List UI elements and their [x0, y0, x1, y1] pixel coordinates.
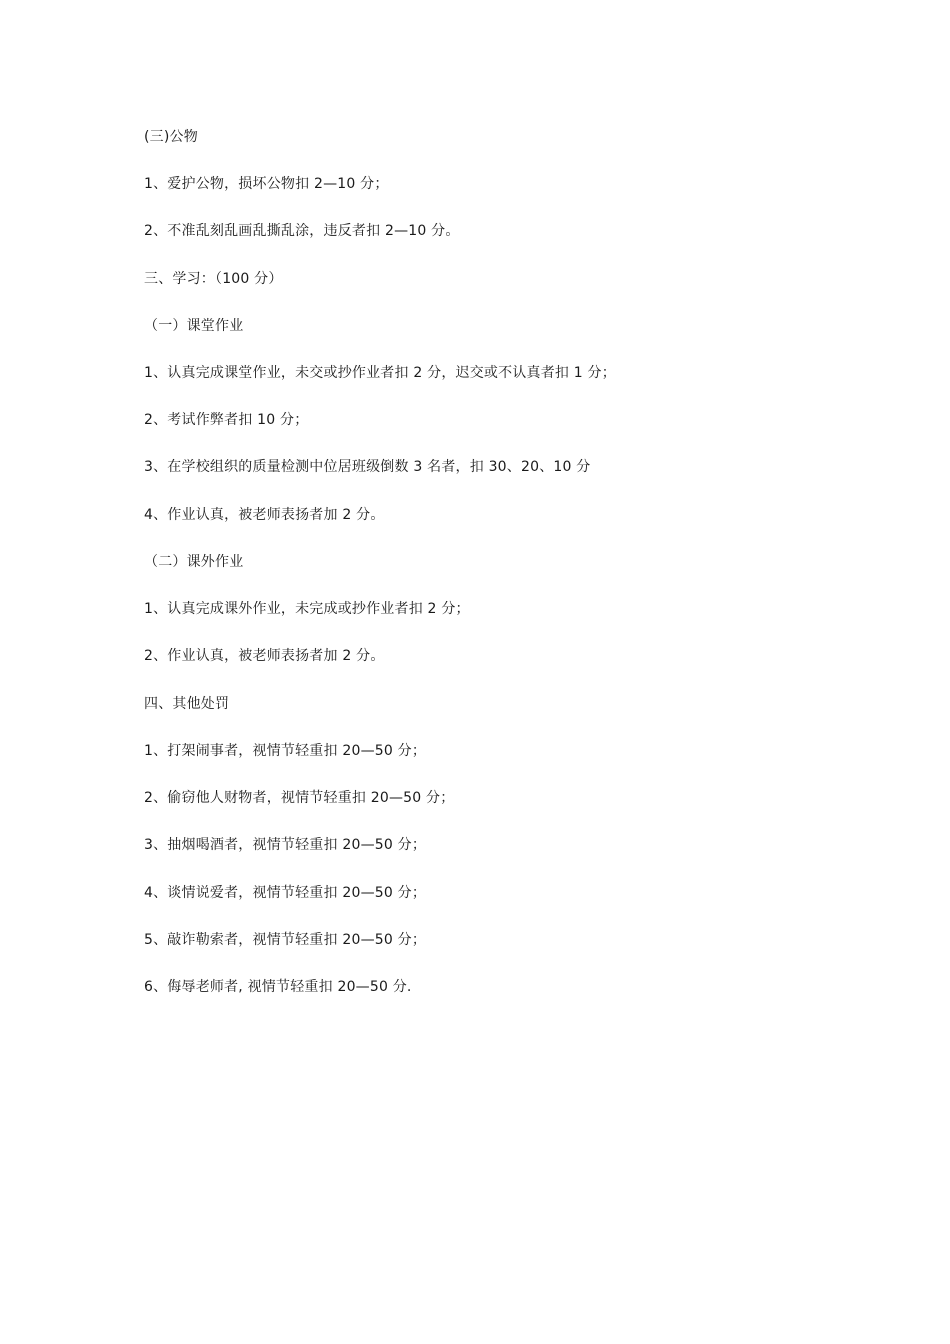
rule-item: 6、侮辱老师者, 视情节轻重扣 20—50 分. — [144, 979, 412, 995]
rule-item: 1、认真完成课外作业，未完成或抄作业者扣 2 分； — [144, 601, 470, 617]
rule-item: 2、作业认真，被老师表扬者加 2 分。 — [144, 648, 385, 664]
rule-item: 2、考试作弊者扣 10 分； — [144, 412, 309, 428]
rule-item: 3、在学校组织的质量检测中位居班级倒数 3 名者，扣 30、20、10 分 — [144, 459, 591, 475]
subsection-heading-classwork: （一）课堂作业 — [144, 318, 244, 334]
rule-item: 5、敲诈勒索者，视情节轻重扣 20—50 分； — [144, 932, 427, 948]
rule-item: 1、认真完成课堂作业，未交或抄作业者扣 2 分，迟交或不认真者扣 1 分； — [144, 365, 616, 381]
rule-item: 4、作业认真，被老师表扬者加 2 分。 — [144, 507, 385, 523]
rule-item: 2、不准乱刻乱画乱撕乱涂，违反者扣 2—10 分。 — [144, 223, 460, 239]
rule-item: 1、打架闹事者，视情节轻重扣 20—50 分； — [144, 743, 427, 759]
section-heading-other-penalties: 四、其他处罚 — [144, 696, 230, 712]
section-heading-public-property: (三)公物 — [144, 129, 198, 145]
section-heading-study: 三、学习：（100 分） — [144, 271, 283, 287]
rule-item: 1、爱护公物，损坏公物扣 2—10 分； — [144, 176, 389, 192]
rule-item: 4、谈情说爱者，视情节轻重扣 20—50 分； — [144, 885, 427, 901]
rule-item: 2、偷窃他人财物者，视情节轻重扣 20—50 分； — [144, 790, 455, 806]
subsection-heading-homework: （二）课外作业 — [144, 554, 244, 570]
rule-item: 3、抽烟喝酒者，视情节轻重扣 20—50 分； — [144, 837, 427, 853]
